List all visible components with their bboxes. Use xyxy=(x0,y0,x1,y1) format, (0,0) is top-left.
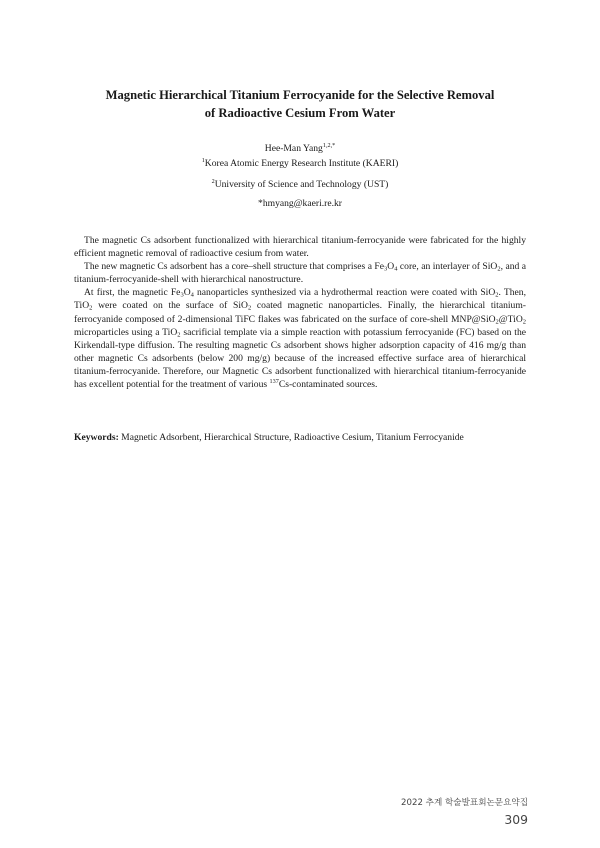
p2-text-b: O xyxy=(387,261,395,273)
abstract-paragraph-2 xyxy=(74,260,526,286)
p2-sub-1: 3 xyxy=(384,265,388,273)
paper-title xyxy=(74,86,526,122)
affiliation-2-mark: 2 xyxy=(211,178,215,185)
p3-sub-2: 4 xyxy=(190,291,194,299)
p3-text-f: coated magnetic nanoparticles. Finally, the hierarchical titanium-ferrocyanide composed of 2-dimensional TiFC flakes was fabricated on the surface of core-shell MNP@SiO xyxy=(74,300,526,325)
keywords xyxy=(74,431,526,444)
p2-sub-3: 2 xyxy=(497,265,501,273)
p3-sub-5: 2 xyxy=(247,304,252,312)
affiliation-2 xyxy=(0,178,600,191)
author-name: Hee-Man Yang xyxy=(264,143,323,154)
corresponding-email: *hmyang@kaeri.re.kr xyxy=(258,198,342,209)
author-marks: 1,2,* xyxy=(322,142,336,149)
affiliation-1-text: Korea Atomic Energy Research Institute (KAERI) xyxy=(204,158,399,169)
p3-sub-3: 2 xyxy=(495,291,499,299)
affiliation-1-mark: 1 xyxy=(201,157,205,164)
affiliation-1 xyxy=(0,157,600,170)
p3-text-d: . Then, TiO xyxy=(74,287,526,312)
p2-text-a: The new magnetic Cs adsorbent has a core–shell structure that comprises a Fe xyxy=(84,261,385,273)
p2-sub-2: 4 xyxy=(394,265,398,273)
p3-text-b: O xyxy=(183,287,191,299)
p3-sup-isotope: 137 xyxy=(269,378,279,386)
p3-text-a: At first, the magnetic Fe xyxy=(84,287,181,299)
keywords-label: Keywords: xyxy=(74,432,119,443)
author-line xyxy=(0,142,600,155)
keywords-text: Magnetic Adsorbent, Hierarchical Structure, Radioactive Cesium, Titanium Ferrocyanide xyxy=(118,432,464,443)
title-line-1: Magnetic Hierarchical Titanium Ferrocyanide for the Selective Removal xyxy=(105,88,495,102)
p3-text-i: sacrificial template via a simple reaction with potassium ferrocyanide (FC) based on the Kirkendall-type diffusion. The resulting magnetic Cs adsorbent shows higher adsorption capacity of 416 mg/g than other magnetic Cs adsorbents (below 200 mg/g) because of the increased effective surface area of hierarchical titanium-ferrocyanide. Therefore, our Magnetic Cs adsorbent functionalized with hierarchical titanium-ferrocyanide has excellent potential for the treatment of various xyxy=(74,326,526,391)
abstract xyxy=(74,234,526,391)
footer-proceedings-title: 2022 추계 학술발표회논문요약집 xyxy=(401,798,528,808)
p2-text-c: core, an interlayer of SiO xyxy=(397,261,498,273)
p2-text-d: , and a titanium-ferrocyanide-shell with hierarchical nanostructure. xyxy=(74,261,526,286)
p3-sub-6: 2 xyxy=(495,318,499,326)
abstract-paragraph-3 xyxy=(74,286,526,391)
p3-sub-4: 2 xyxy=(89,304,93,312)
title-line-2: of Radioactive Cesium From Water xyxy=(204,106,396,120)
affiliation-2-text: University of Science and Technology (UST) xyxy=(214,179,389,190)
p3-text-g: @TiO xyxy=(498,313,523,325)
p3-text-j: Cs-contaminated sources. xyxy=(278,379,378,391)
page-footer xyxy=(380,790,528,828)
page-number: 309 xyxy=(504,812,528,827)
p3-text-e: were coated on the surface of SiO xyxy=(92,300,248,312)
p3-sub-1: 3 xyxy=(180,291,184,299)
p3-sub-7: 2 xyxy=(522,318,526,326)
p3-text-c: nanoparticles synthesized via a hydrothermal reaction were coated with SiO xyxy=(193,287,496,299)
p3-text-h: microparticles using a TiO xyxy=(74,326,178,338)
abstract-paragraph-1: The magnetic Cs adsorbent functionalized with hierarchical titanium-ferrocyanide were fabricated for the highly efficient magnetic removal of radioactive cesium from water. xyxy=(74,235,526,260)
p3-sub-8: 2 xyxy=(177,331,181,339)
